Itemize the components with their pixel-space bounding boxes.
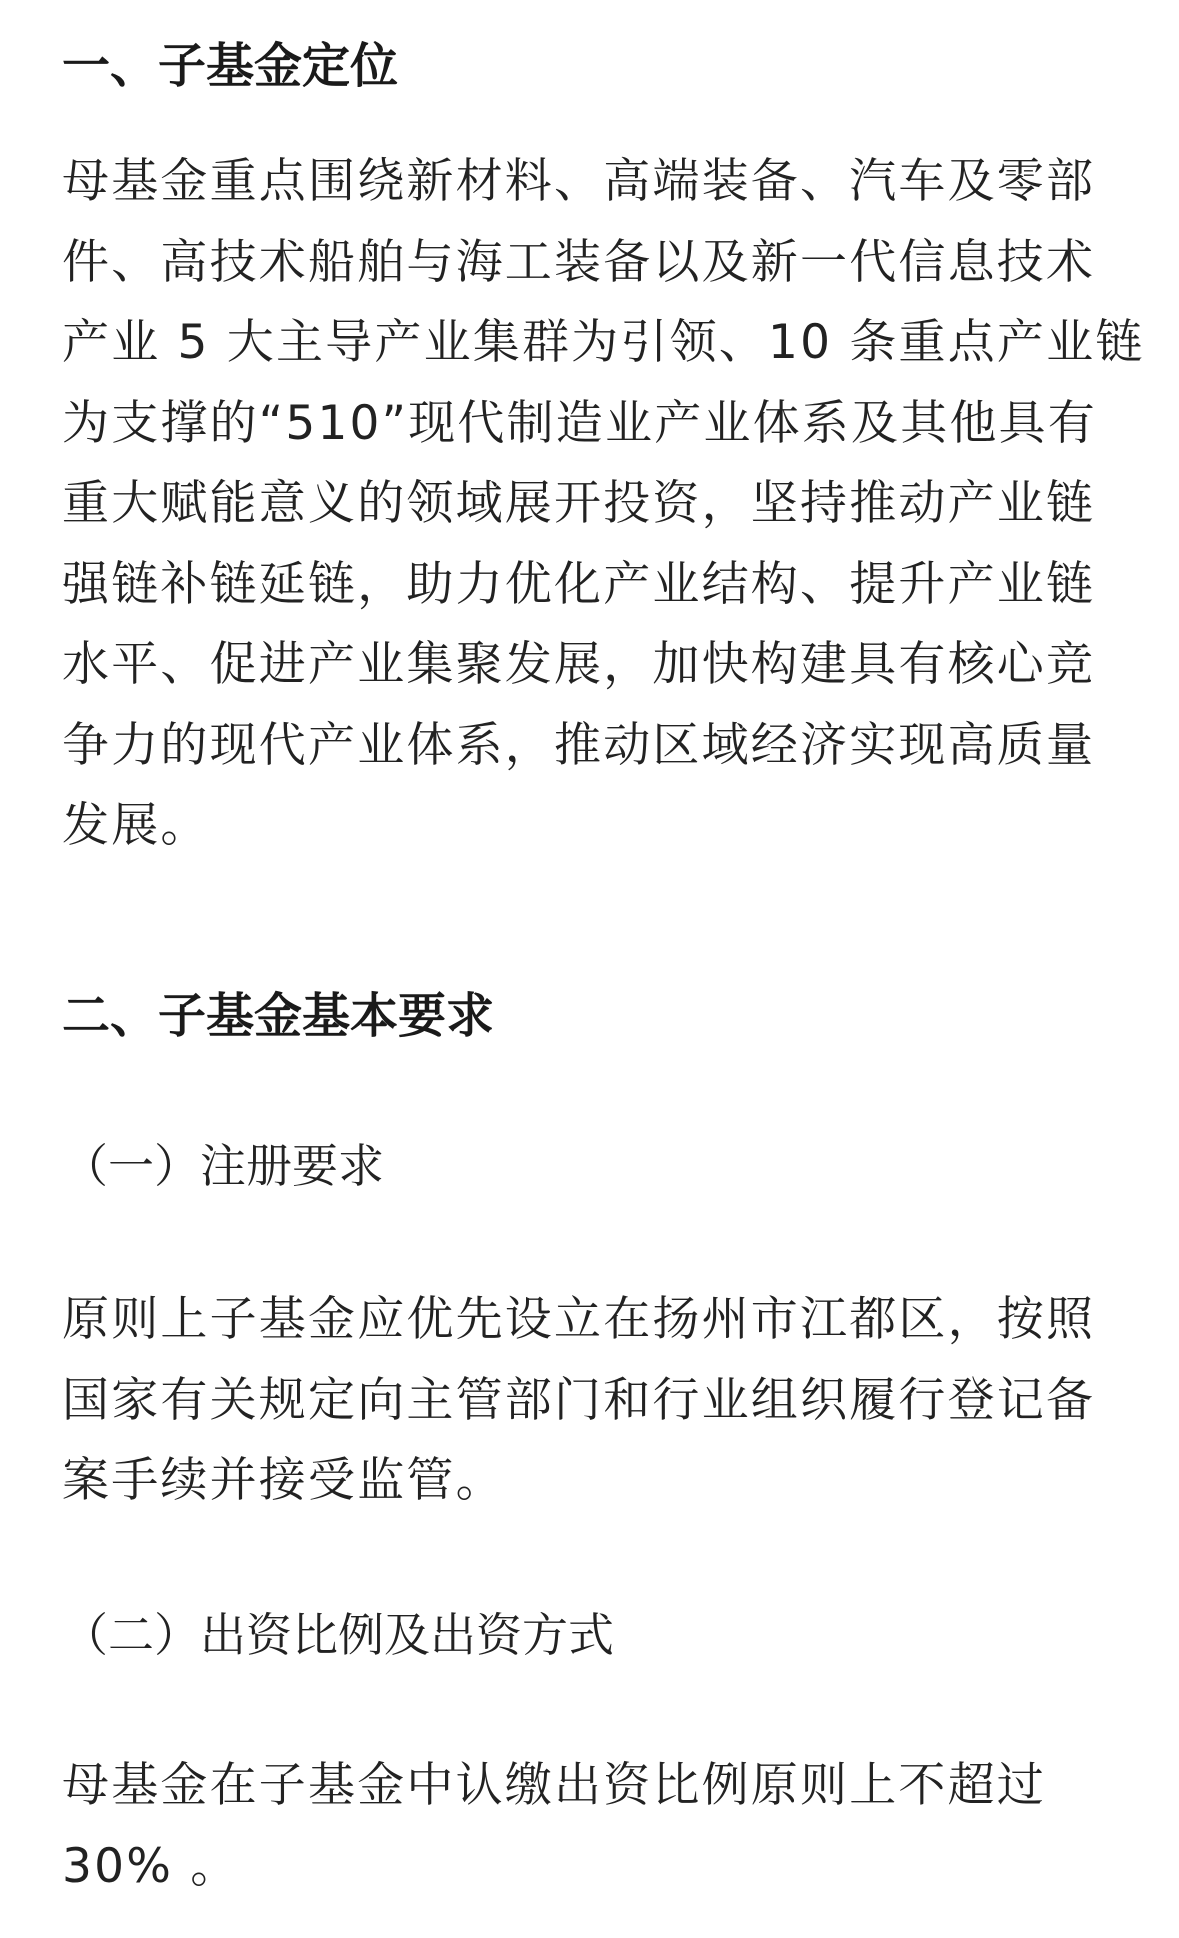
paragraph-line: 母基金重点围绕新材料、高端装备、汽车及零部 <box>62 154 1096 209</box>
paragraph-line: 原则上子基金应优先设立在扬州市江都区，按照 <box>62 1292 1096 1347</box>
section-1-paragraph <box>62 142 1145 867</box>
paragraph-line: 30% 。 <box>62 1838 240 1894</box>
paragraph-line: 强链补链延链，助力优化产业结构、提升产业链 <box>62 556 1096 612</box>
section-1-heading: 一、子基金定位 <box>62 38 399 94</box>
subsection-2-paragraph <box>62 1746 1122 1907</box>
paragraph-line: 母基金在子基金中认缴出资比例原则上不超过 <box>62 1758 1046 1813</box>
paragraph-line: 案手续并接受监管。 <box>62 1453 505 1508</box>
paragraph-line: 件、高技术船舶与海工装备以及新一代信息技术 <box>62 234 1096 290</box>
paragraph-line: 为支撑的“510”现代制造业产业体系及其他具有 <box>62 395 1098 451</box>
section-2-heading: 二、子基金基本要求 <box>62 988 495 1044</box>
paragraph-line: 水平、促进产业集聚发展，加快构建具有核心竞 <box>62 637 1096 692</box>
paragraph-line: 发展。 <box>62 798 210 853</box>
paragraph-line: 产业 5 大主导产业集群为引领、10 条重点产业链 <box>62 315 1145 370</box>
paragraph-line: 争力的现代产业体系，推动区域经济实现高质量 <box>62 717 1096 773</box>
paragraph-line: 国家有关规定向主管部门和行业组织履行登记备 <box>62 1372 1096 1428</box>
paragraph-line: 重大赋能意义的领域展开投资，坚持推动产业链 <box>62 476 1096 531</box>
subsection-1-heading: （一）注册要求 <box>62 1139 384 1193</box>
subsection-1-paragraph <box>62 1280 1122 1522</box>
subsection-2-heading: （二）出资比例及出资方式 <box>62 1608 614 1662</box>
